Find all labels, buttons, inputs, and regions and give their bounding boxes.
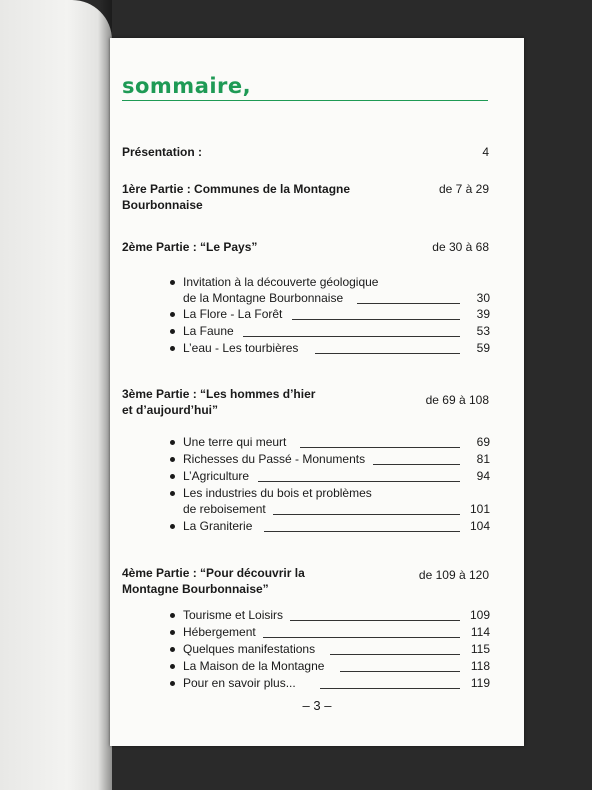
leader-line: [258, 481, 460, 482]
toc-item-label: Richesses du Passé - Monuments: [183, 452, 366, 466]
bullet-icon: [170, 630, 175, 635]
bullet-icon: [170, 346, 175, 351]
bullet-icon: [170, 280, 175, 285]
page-number: – 3 –: [302, 698, 332, 713]
bullet-icon: [170, 491, 175, 496]
toc-item-page: 39: [476, 307, 490, 321]
section-3-pages: de 69 à 108: [425, 393, 489, 407]
toc-item-page: 109: [469, 608, 490, 622]
section-3-title: 3ème Partie : “Les hommes d’hier et d’aujourd’hui”: [122, 387, 316, 417]
section-presentation-title: Présentation :: [122, 145, 203, 159]
section-2-title: 2ème Partie : “Le Pays”: [122, 240, 258, 254]
toc-item-page: 59: [476, 341, 490, 355]
toc-item-page: 30: [476, 291, 490, 305]
section-presentation-pages: 4: [482, 145, 489, 159]
toc-item-label: L’Agriculture: [183, 469, 250, 483]
toc-item[interactable]: [170, 675, 490, 691]
leader-line: [273, 514, 460, 515]
toc-item[interactable]: [170, 451, 490, 467]
section-2-pages: de 30 à 68: [432, 240, 489, 254]
toc-item-label: L’eau - Les tourbières: [183, 341, 299, 355]
toc-item[interactable]: [170, 468, 490, 484]
toc-item[interactable]: [170, 434, 490, 450]
bullet-icon: [170, 474, 175, 479]
toc-item[interactable]: [170, 340, 490, 356]
toc-item[interactable]: [170, 518, 490, 534]
leader-line: [373, 464, 460, 465]
toc-item-label: La Maison de la Montagne: [183, 659, 325, 673]
toc-item-page: 104: [469, 519, 490, 533]
toc-item-label: Hébergement: [183, 625, 256, 639]
contents-page: [110, 38, 524, 746]
toc-item-page: 69: [476, 435, 490, 449]
bullet-icon: [170, 440, 175, 445]
toc-item-page: 53: [476, 324, 490, 338]
bullet-icon: [170, 524, 175, 529]
leader-line: [290, 620, 460, 621]
bullet-icon: [170, 457, 175, 462]
leader-line: [357, 303, 460, 304]
section-1-pages: de 7 à 29: [438, 182, 489, 196]
toc-item-page: 81: [476, 452, 490, 466]
page-title: sommaire,: [122, 74, 252, 98]
leader-line: [320, 688, 460, 689]
toc-item-page: 115: [470, 642, 490, 656]
bullet-icon: [170, 613, 175, 618]
toc-item-label: Quelques manifestations: [183, 642, 316, 656]
toc-item[interactable]: [170, 658, 490, 674]
toc-item[interactable]: [170, 306, 490, 322]
leader-line: [340, 671, 460, 672]
toc-item[interactable]: [170, 607, 490, 623]
toc-item-label: La Flore - La Forêt: [183, 307, 283, 321]
toc-item-label: Tourisme et Loisirs: [183, 608, 284, 622]
toc-item[interactable]: [170, 641, 490, 657]
toc-item-label: Invitation à la découverte géologique de la Montagne Bourbonnaise: [183, 275, 379, 305]
toc-item-page: 94: [476, 469, 490, 483]
toc-item[interactable]: [170, 274, 490, 306]
bullet-icon: [170, 329, 175, 334]
toc-item-page: 119: [470, 676, 490, 690]
leader-line: [263, 637, 460, 638]
toc-item-label: Une terre qui meurt: [183, 435, 287, 449]
toc-item[interactable]: [170, 485, 490, 517]
leader-line: [315, 353, 460, 354]
toc-item-page: 101: [469, 502, 490, 516]
bullet-icon: [170, 681, 175, 686]
leader-line: [243, 336, 460, 337]
section-4-pages: de 109 à 120: [418, 568, 489, 582]
leader-line: [300, 447, 460, 448]
toc-item[interactable]: [170, 624, 490, 640]
toc-item-label: Les industries du bois et problèmes de reboisement: [183, 486, 372, 516]
toc-item-page: 114: [470, 625, 490, 639]
left-page: [0, 0, 112, 790]
toc-item-page: 118: [470, 659, 490, 673]
toc-item-label: La Faune: [183, 324, 234, 338]
bullet-icon: [170, 664, 175, 669]
bullet-icon: [170, 312, 175, 317]
toc-item[interactable]: [170, 323, 490, 339]
toc-item-label: Pour en savoir plus...: [183, 676, 296, 690]
bullet-icon: [170, 647, 175, 652]
toc-item-label: La Graniterie: [183, 519, 253, 533]
leader-line: [330, 654, 460, 655]
title-underline: [122, 100, 488, 101]
section-1-title: 1ère Partie : Communes de la Montagne Bourbonnaise: [122, 182, 351, 212]
leader-line: [292, 319, 460, 320]
section-4-title: 4ème Partie : “Pour découvrir la Montagne Bourbonnaise”: [122, 566, 305, 596]
leader-line: [264, 531, 460, 532]
